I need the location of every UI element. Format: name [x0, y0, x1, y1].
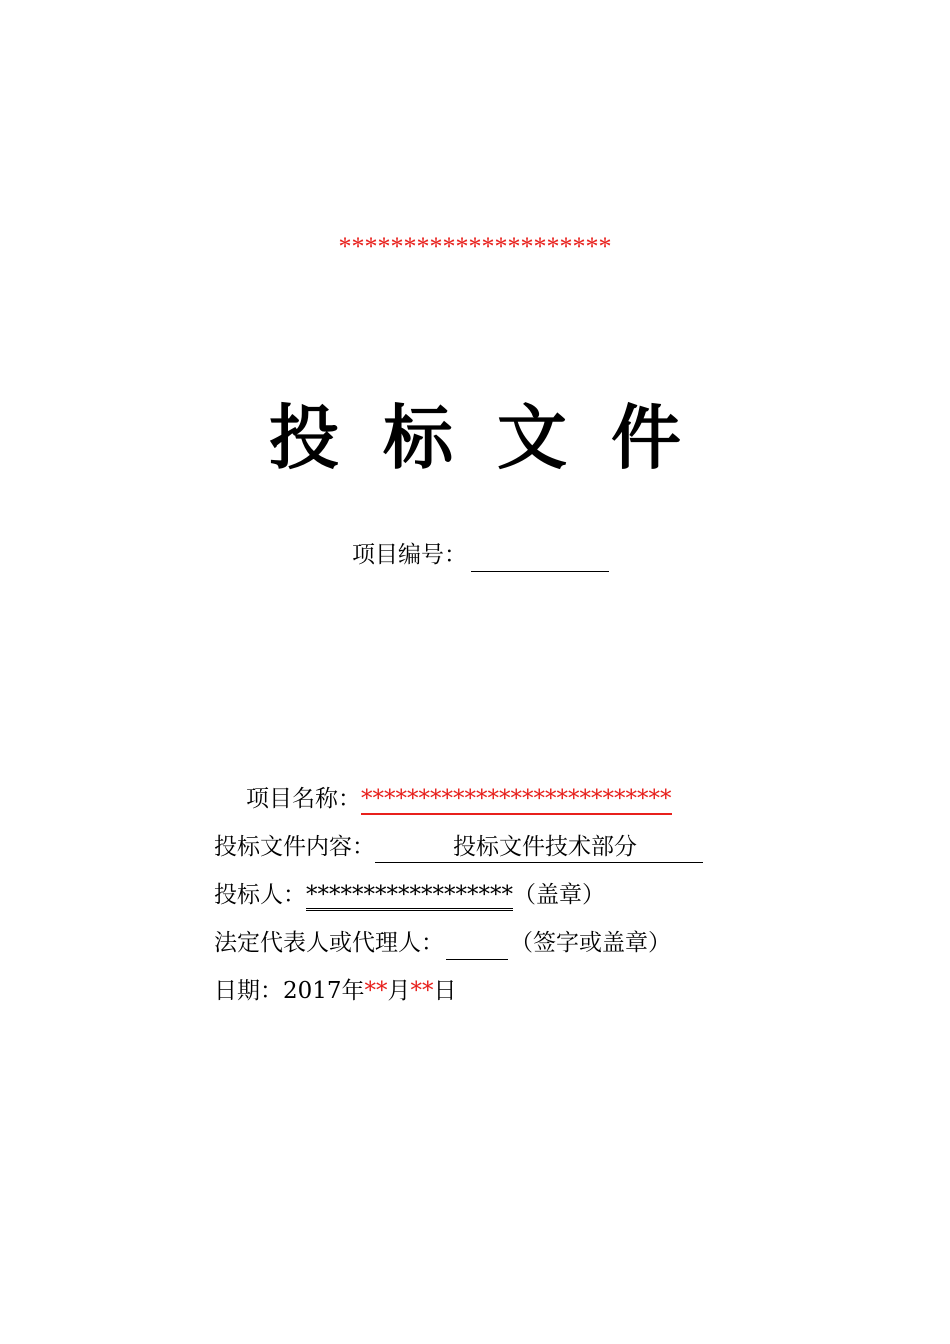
bidder-label: 投标人： — [214, 882, 306, 908]
title-char-2: 标 — [383, 397, 453, 479]
date-year: 2017年 — [283, 978, 365, 1004]
date-label: 日期： — [214, 978, 283, 1004]
title-char-4: 件 — [611, 397, 681, 479]
date-day-placeholder: ** — [410, 978, 434, 1004]
bidder-row — [214, 878, 605, 912]
representative-suffix: （签字或盖章） — [510, 930, 671, 956]
date-month-placeholder: ** — [364, 978, 388, 1004]
content-value: 投标文件技术部分 — [453, 834, 637, 860]
project-number-blank — [471, 545, 609, 572]
representative-label: 法定代表人或代理人： — [214, 930, 444, 956]
date-row — [214, 974, 457, 1008]
bidder-value: ****************** — [306, 882, 513, 911]
project-name-value: *************************** — [361, 786, 672, 815]
content-field — [375, 832, 703, 863]
title-char-3: 文 — [497, 397, 567, 479]
bidder-suffix: （盖章） — [513, 882, 605, 908]
document-title — [0, 396, 950, 480]
project-name-row — [246, 782, 672, 816]
project-name-label: 项目名称： — [246, 786, 361, 812]
date-day-unit: 日 — [433, 978, 457, 1004]
top-placeholder-stars: ********************* — [338, 232, 612, 261]
date-month-unit: 月 — [387, 978, 411, 1004]
content-row — [214, 830, 703, 864]
content-label: 投标文件内容： — [214, 834, 375, 860]
representative-row — [214, 926, 671, 960]
representative-blank — [446, 935, 508, 960]
project-number-row — [352, 538, 609, 572]
title-char-1: 投 — [269, 397, 339, 479]
project-number-label: 项目编号： — [352, 542, 467, 568]
